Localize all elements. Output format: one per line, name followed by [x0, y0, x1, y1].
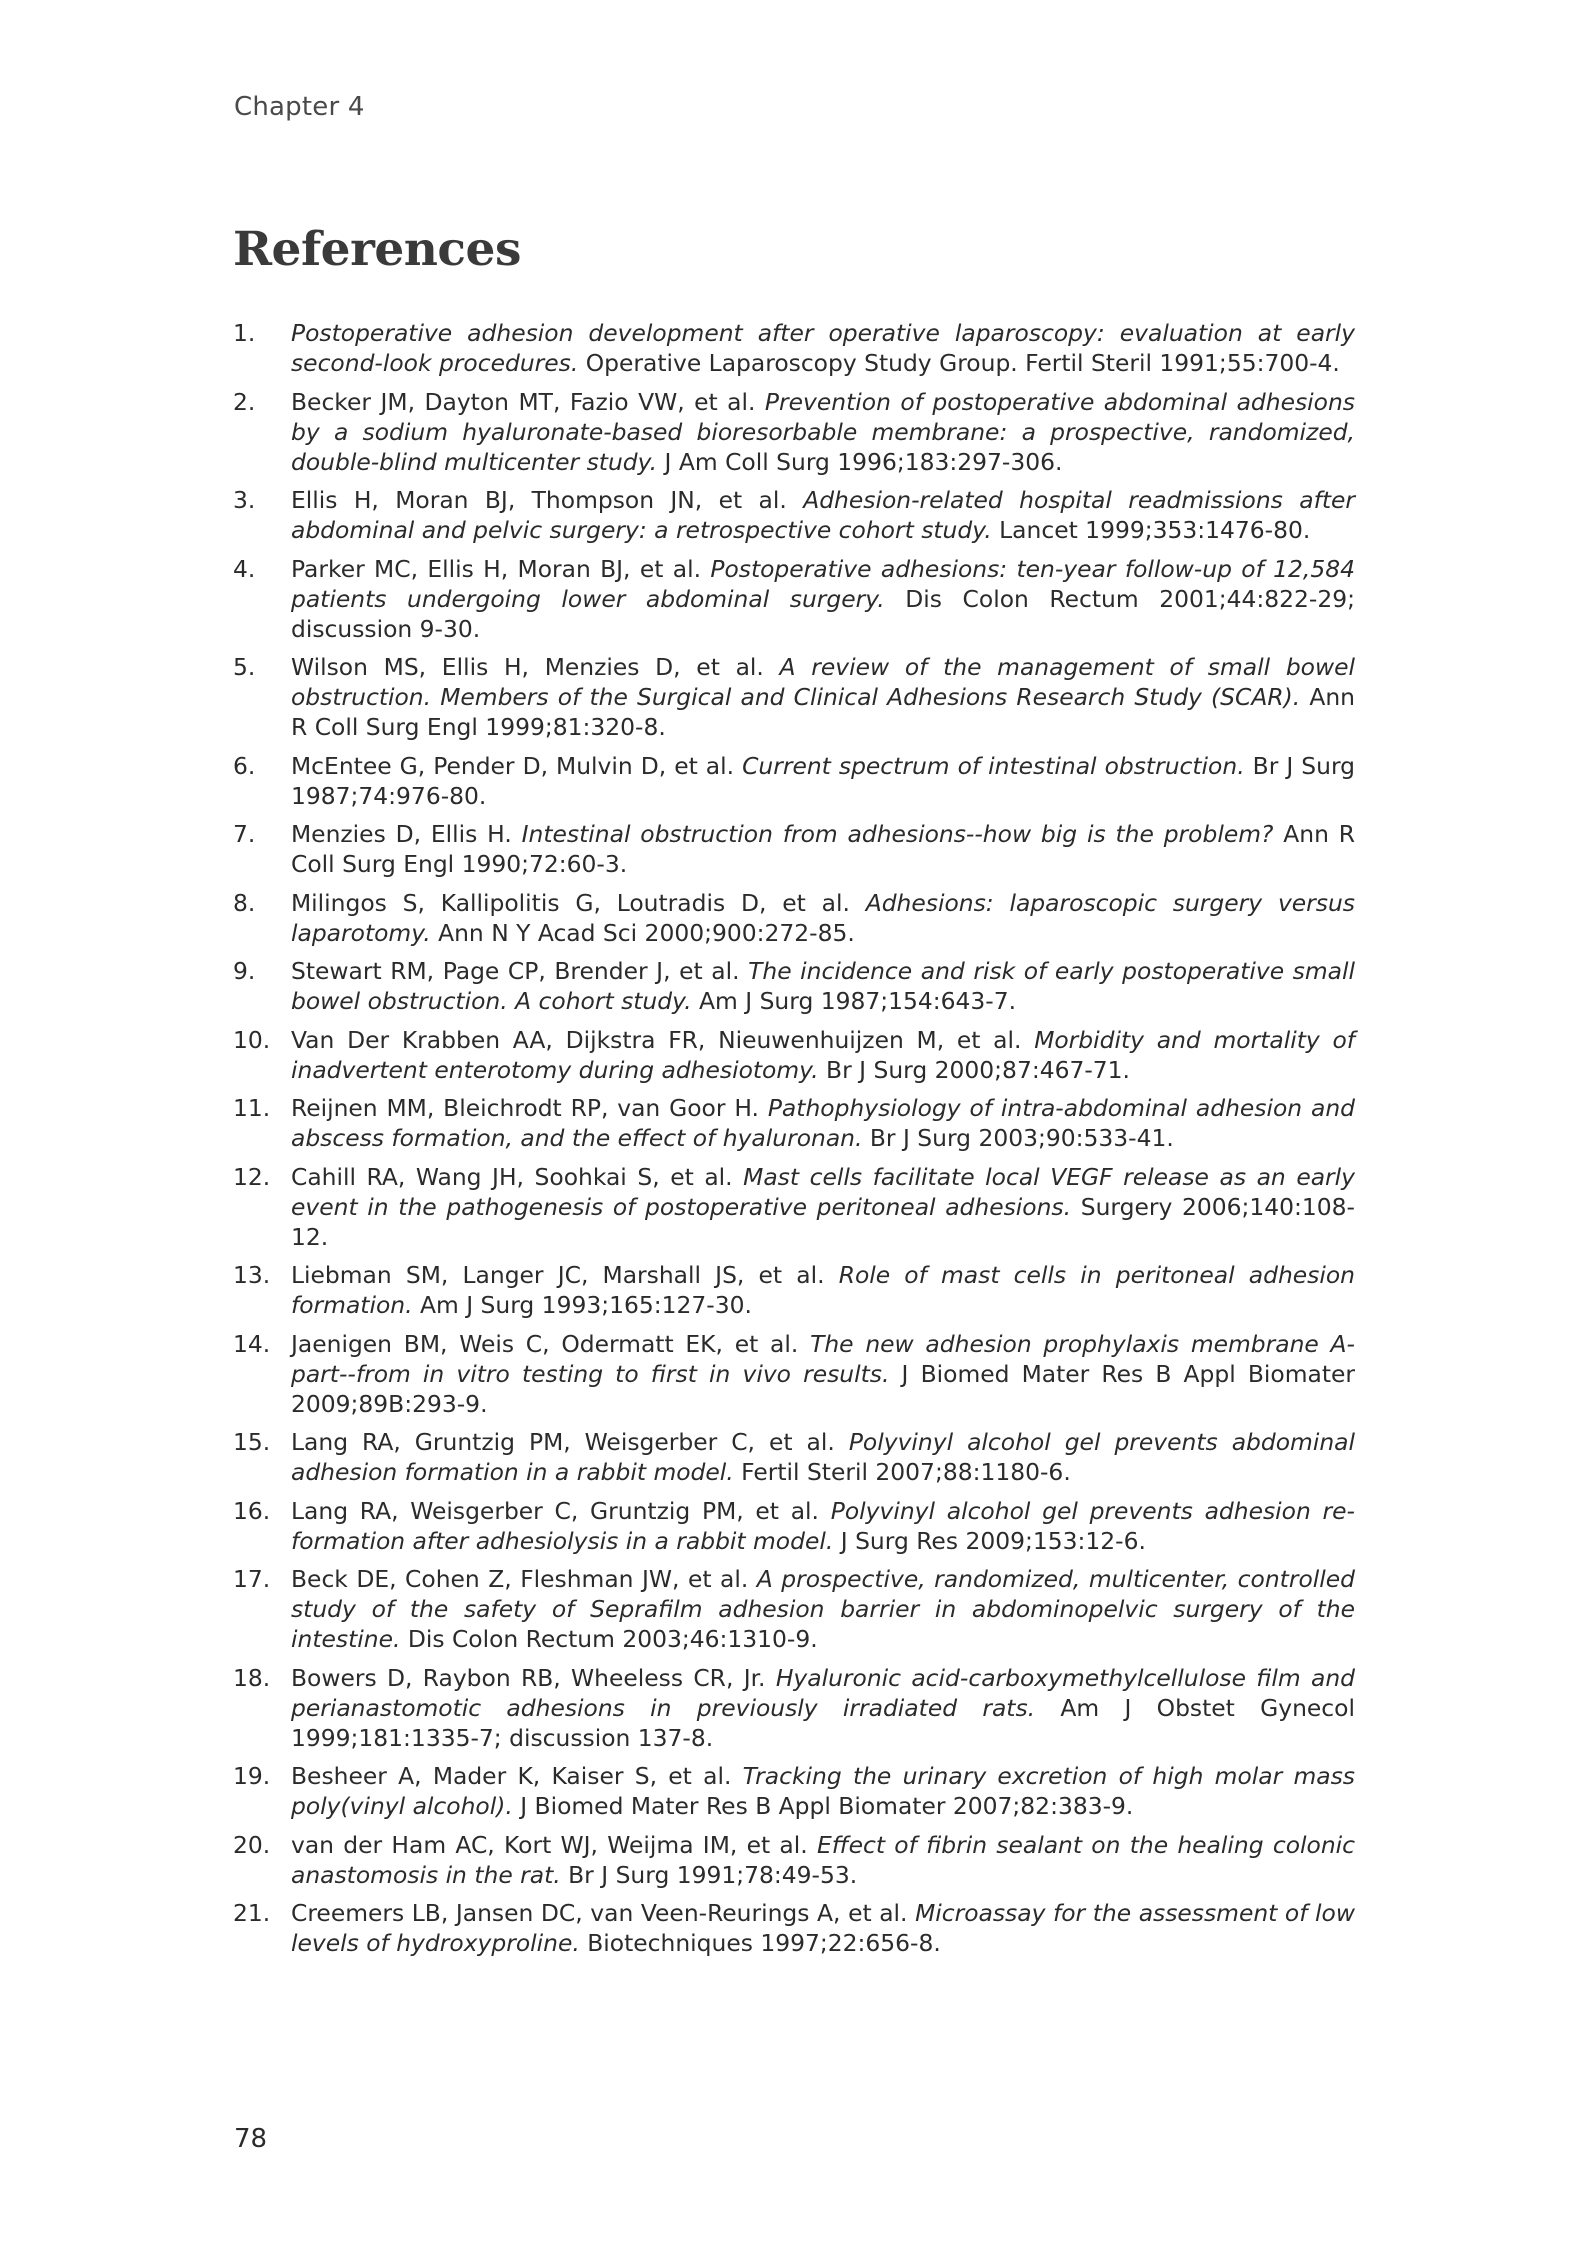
reference-item	[233, 1564, 1355, 1654]
reference-number: 20.	[233, 1830, 271, 1859]
reference-authors: Cahill RA, Wang JH, Soohkai S, et al.	[291, 1162, 744, 1191]
reference-source: J Biomed Mater Res B Appl Biomater 2009;89B:293-9.	[291, 1359, 1355, 1418]
reference-text	[291, 1564, 1355, 1654]
reference-source: J Am Coll Surg 1996;183:297-306.	[657, 447, 1063, 476]
reference-number: 6.	[233, 751, 256, 780]
reference-number: 1.	[233, 319, 256, 347]
reference-item	[233, 318, 1355, 378]
reference-number: 9.	[233, 957, 256, 985]
reference-number: 13.	[233, 1261, 271, 1289]
reference-title: Tracking the urinary excretion of high molar mass poly(vinyl alcohol).	[291, 1762, 1355, 1820]
reference-text	[291, 1496, 1355, 1556]
reference-authors: Becker JM, Dayton MT, Fazio VW, et al.	[291, 387, 765, 416]
reference-source: Am J Obstet Gynecol 1999;181:1335-7; discussion 137-8.	[291, 1693, 1355, 1752]
reference-title: Microassay for the assessment of low levels of hydroxyproline.	[291, 1899, 1355, 1957]
reference-number: 4.	[233, 554, 256, 583]
page-title: References	[233, 222, 521, 277]
reference-item	[233, 1025, 1355, 1085]
reference-number: 14.	[233, 1329, 271, 1358]
reference-text	[291, 956, 1355, 1016]
reference-number: 16.	[233, 1496, 271, 1525]
reference-source: Br J Surg 1991;78:49-53.	[560, 1860, 858, 1889]
reference-number: 3.	[233, 486, 256, 514]
reference-authors: Menzies D, Ellis H.	[291, 820, 522, 848]
reference-text	[291, 387, 1355, 477]
reference-title: Hyaluronic acid-carboxymethylcellulose film and perianastomotic adhesions in previously irradiated rats.	[291, 1663, 1355, 1722]
reference-title: Adhesions: laparoscopic surgery versus laparotomy.	[291, 888, 1355, 947]
reference-item	[233, 751, 1355, 811]
reference-authors: Ellis H, Moran BJ, Thompson JN, et al.	[291, 486, 804, 514]
reference-authors: Lang RA, Gruntzig PM, Weisgerber C, et al.	[291, 1428, 849, 1456]
reference-authors: Van Der Krabben AA, Dijkstra FR, Nieuwenhuijzen M, et al.	[291, 1025, 1035, 1054]
reference-text	[291, 652, 1355, 742]
reference-authors: Creemers LB, Jansen DC, van Veen-Reurings A, et al.	[291, 1899, 916, 1927]
reference-number: 2.	[233, 387, 256, 416]
reference-number: 12.	[233, 1162, 271, 1191]
reference-title: Current spectrum of intestinal obstruction.	[742, 751, 1245, 780]
reference-text	[291, 1830, 1355, 1890]
reference-title: The new adhesion prophylaxis membrane A-part--from in vitro testing to first in vivo results.	[291, 1329, 1355, 1388]
reference-text	[291, 819, 1355, 879]
reference-item	[233, 1898, 1355, 1958]
reference-item	[233, 819, 1355, 879]
reference-title: Mast cells facilitate local VEGF release as an early event in the pathogenesis of postoperative peritoneal adhesions.	[291, 1162, 1355, 1221]
reference-authors: Liebman SM, Langer JC, Marshall JS, et al.	[291, 1261, 839, 1289]
reference-title: Polyvinyl alcohol gel prevents adhesion re-formation after adhesiolysis in a rabbit model.	[291, 1496, 1355, 1555]
reference-source: Surgery 2006;140:108-12.	[291, 1192, 1355, 1251]
reference-title: Polyvinyl alcohol gel prevents abdominal adhesion formation in a rabbit model.	[291, 1428, 1355, 1486]
chapter-label: Chapter 4	[234, 92, 365, 122]
reference-item	[233, 1329, 1355, 1419]
reference-item	[233, 652, 1355, 742]
reference-title: Role of mast cells in peritoneal adhesion formation.	[291, 1261, 1355, 1319]
reference-title: Morbidity and mortality of inadvertent enterotomy during adhesiotomy.	[291, 1025, 1355, 1084]
reference-title: A prospective, randomized, multicenter, controlled study of the safety of Seprafilm adhesion barrier in abdominopelvic surgery of the intestine.	[291, 1565, 1355, 1653]
reference-number: 10.	[233, 1025, 271, 1054]
reference-authors: Milingos S, Kallipolitis G, Loutradis D, et al.	[291, 888, 866, 917]
page-number: 78	[234, 2124, 268, 2154]
reference-authors: Wilson MS, Ellis H, Menzies D, et al.	[291, 653, 780, 681]
reference-text	[291, 1025, 1355, 1085]
reference-item	[233, 1093, 1355, 1153]
reference-text	[291, 888, 1355, 948]
reference-source: Dis Colon Rectum 2003;46:1310-9.	[400, 1625, 818, 1653]
reference-authors: McEntee G, Pender D, Mulvin D, et al.	[291, 751, 743, 780]
reference-source: Lancet 1999;353:1476-80.	[991, 516, 1311, 544]
reference-number: 18.	[233, 1663, 271, 1692]
reference-item	[233, 956, 1355, 1016]
reference-title: Postoperative adhesion development after operative laparoscopy: evaluation at early second-look procedures.	[291, 319, 1355, 377]
reference-number: 11.	[233, 1094, 271, 1122]
reference-text	[291, 1663, 1355, 1753]
reference-title: Postoperative adhesions: ten-year follow-up of 12,584 patients undergoing lower abdominal surgery.	[291, 554, 1355, 613]
reference-item	[233, 1496, 1355, 1556]
reference-source: Ann R Coll Surg Engl 1999;81:320-8.	[291, 683, 1355, 741]
reference-text	[291, 1761, 1355, 1821]
reference-title: The incidence and risk of early postoperative small bowel obstruction. A cohort study.	[291, 957, 1355, 1015]
reference-source: Br J Surg 2000;87:467-71.	[818, 1055, 1130, 1084]
reference-text	[291, 1329, 1355, 1419]
reference-number: 7.	[233, 820, 256, 848]
reference-authors: Jaenigen BM, Weis C, Odermatt EK, et al.	[291, 1329, 811, 1358]
reference-authors: van der Ham AC, Kort WJ, Weijma IM, et al.	[291, 1830, 817, 1859]
reference-number: 15.	[233, 1428, 271, 1456]
reference-source: Ann R Coll Surg Engl 1990;72:60-3.	[291, 820, 1356, 878]
reference-text	[291, 1093, 1355, 1153]
reference-text	[291, 318, 1355, 378]
reference-authors: Reijnen MM, Bleichrodt RP, van Goor H.	[291, 1094, 768, 1122]
reference-item	[233, 485, 1355, 545]
reference-source: Am J Surg 1993;165:127-30.	[412, 1291, 752, 1319]
reference-source: Am J Surg 1987;154:643-7.	[691, 987, 1017, 1015]
reference-text	[291, 1427, 1355, 1487]
reference-text	[291, 1162, 1355, 1252]
reference-text	[291, 751, 1355, 811]
reference-source: Ann N Y Acad Sci 2000;900:272-85.	[430, 918, 855, 947]
reference-source: Biotechniques 1997;22:656-8.	[579, 1929, 941, 1957]
reference-number: 8.	[233, 888, 256, 917]
reference-number: 19.	[233, 1762, 271, 1790]
reference-item	[233, 1162, 1355, 1252]
reference-authors: Stewart RM, Page CP, Brender J, et al.	[291, 957, 749, 985]
reference-source: Br J Surg 1987;74:976-80.	[291, 751, 1355, 810]
reference-authors: Lang RA, Weisgerber C, Gruntzig PM, et al.	[291, 1496, 831, 1525]
reference-number: 17.	[233, 1565, 271, 1593]
reference-item	[233, 1830, 1355, 1890]
reference-title: Pathophysiology of intra-abdominal adhesion and abscess formation, and the effect of hyaluronan.	[291, 1094, 1355, 1152]
reference-authors: Beck DE, Cohen Z, Fleshman JW, et al.	[291, 1565, 757, 1593]
reference-item	[233, 387, 1355, 477]
reference-title: A review of the management of small bowel obstruction. Members of the Surgical and Clinical Adhesions Research Study (SCAR).	[291, 653, 1355, 711]
reference-text	[291, 485, 1355, 545]
reference-authors: Besheer A, Mader K, Kaiser S, et al.	[291, 1762, 743, 1790]
reference-title: Intestinal obstruction from adhesions--how big is the problem?	[521, 820, 1274, 848]
reference-item	[233, 1663, 1355, 1753]
reference-text	[291, 1898, 1355, 1958]
reference-source: Fertil Steril 2007;88:1180-6.	[733, 1458, 1071, 1486]
reference-item	[233, 888, 1355, 948]
reference-source: Dis Colon Rectum 2001;44:822-29; discussion 9-30.	[291, 584, 1355, 643]
reference-source: J Biomed Mater Res B Appl Biomater 2007;82:383-9.	[512, 1792, 1134, 1820]
reference-number: 5.	[233, 653, 256, 681]
reference-title: Prevention of postoperative abdominal adhesions by a sodium hyaluronate-based bioresorbable membrane: a prospective, randomized, double-blind multicenter study.	[291, 387, 1355, 476]
reference-number: 21.	[233, 1899, 271, 1927]
reference-item	[233, 1260, 1355, 1320]
reference-authors: Bowers D, Raybon RB, Wheeless CR, Jr.	[291, 1663, 776, 1692]
reference-item	[233, 554, 1355, 644]
reference-item	[233, 1761, 1355, 1821]
reference-item	[233, 1427, 1355, 1487]
reference-authors: Parker MC, Ellis H, Moran BJ, et al.	[291, 554, 711, 583]
reference-source: Br J Surg 2003;90:533-41.	[862, 1124, 1174, 1152]
reference-source: Operative Laparoscopy Study Group. Fertil Steril 1991;55:700-4.	[578, 349, 1340, 377]
reference-text	[291, 1260, 1355, 1320]
reference-title: Adhesion-related hospital readmissions after abdominal and pelvic surgery: a retrospective cohort study.	[291, 486, 1355, 544]
reference-list	[233, 318, 1355, 1967]
reference-text	[291, 554, 1355, 644]
reference-source: J Surg Res 2009;153:12-6.	[833, 1526, 1146, 1555]
reference-title: Effect of fibrin sealant on the healing colonic anastomosis in the rat.	[291, 1830, 1355, 1889]
